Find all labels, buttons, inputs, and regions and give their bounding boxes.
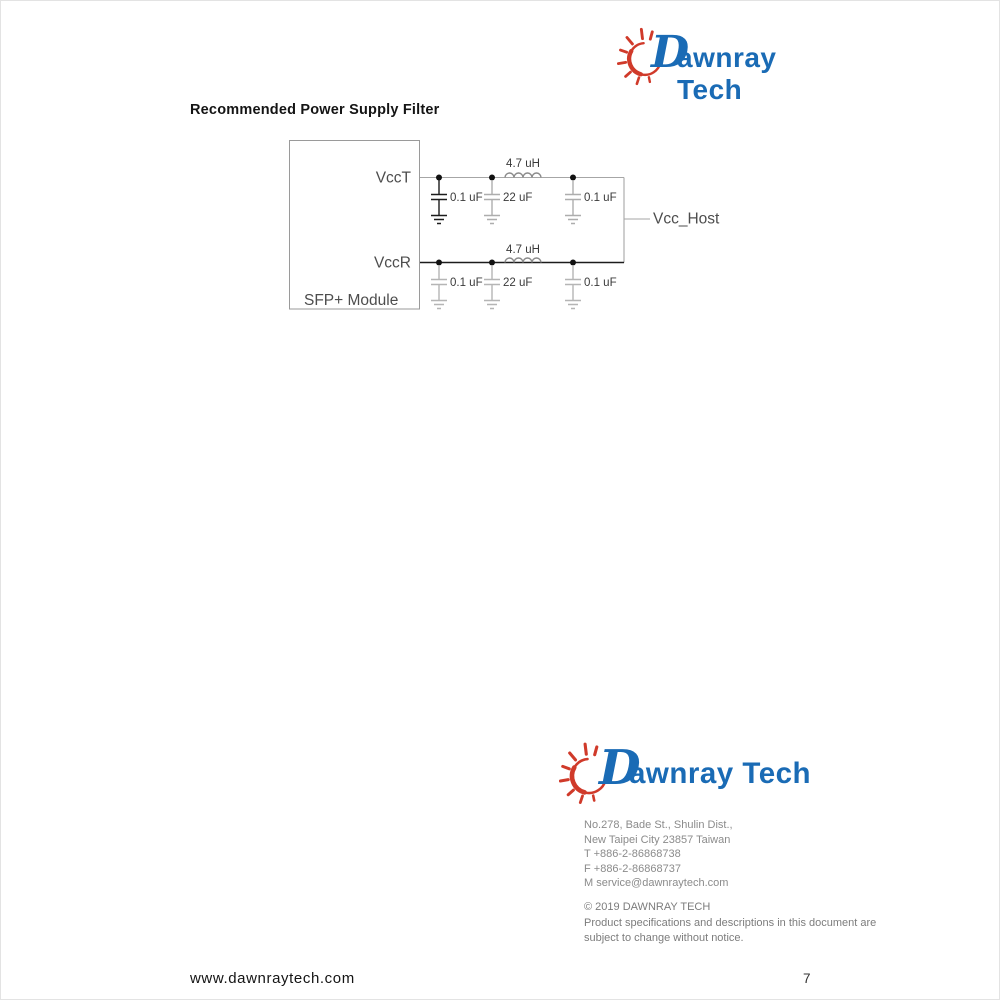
footer-website-link[interactable]: www.dawnraytech.com bbox=[190, 970, 355, 987]
brand-logo-bottom bbox=[559, 730, 819, 814]
capacitor-top-3 bbox=[565, 180, 581, 224]
cap-bottom-2-value: 22 uF bbox=[503, 277, 533, 289]
power-filter-schematic bbox=[281, 131, 721, 321]
cap-top-3-value: 0.1 uF bbox=[584, 192, 617, 204]
brand-wordmark: awnray Tech bbox=[677, 42, 777, 106]
cap-bottom-3-value: 0.1 uF bbox=[584, 277, 617, 289]
host-bus-wire bbox=[624, 178, 650, 263]
cap-top-2-value: 22 uF bbox=[503, 192, 533, 204]
capacitor-top-2 bbox=[484, 180, 500, 224]
brand-wordmark: awnray Tech bbox=[629, 757, 812, 790]
sfp-module-label: SFP+ Module bbox=[304, 292, 399, 309]
capacitor-bottom-3 bbox=[565, 265, 581, 309]
inductor-bottom-value: 4.7 uH bbox=[506, 244, 540, 256]
cap-top-1-value: 0.1 uF bbox=[450, 192, 483, 204]
legal-block bbox=[584, 900, 876, 947]
brand-initial: D bbox=[599, 740, 641, 796]
email-line[interactable]: M service@dawnraytech.com bbox=[584, 877, 729, 890]
address-line-2: New Taipei City 23857 Taiwan bbox=[584, 833, 731, 846]
vcc-host-label: Vcc_Host bbox=[653, 210, 720, 228]
copyright-line: © 2019 DAWNRAY TECH bbox=[584, 901, 711, 913]
brand-logo-top bbox=[617, 16, 847, 106]
footer-page-number: 7 bbox=[803, 971, 811, 986]
inductor-top-symbol bbox=[505, 173, 541, 178]
brand-initial: D bbox=[651, 27, 690, 78]
capacitor-bottom-1 bbox=[431, 265, 447, 309]
vcct-label: VccT bbox=[375, 169, 411, 187]
notice-line-1: Product specifications and descriptions in this document are bbox=[584, 916, 877, 929]
notice-line-2: subject to change without notice. bbox=[584, 932, 744, 945]
cap-bottom-1-value: 0.1 uF bbox=[450, 277, 483, 289]
phone-line: T +886-2-86868738 bbox=[584, 848, 681, 861]
sfp-module-box bbox=[290, 141, 420, 310]
page-title: Recommended Power Supply Filter bbox=[190, 102, 440, 118]
contact-block bbox=[584, 818, 733, 891]
capacitor-top-1 bbox=[431, 180, 447, 224]
capacitor-bottom-2 bbox=[484, 265, 500, 309]
inductor-top-value: 4.7 uH bbox=[506, 158, 540, 170]
vccr-label: VccR bbox=[373, 254, 411, 272]
address-line-1: No.278, Bade St., Shulin Dist., bbox=[584, 819, 733, 831]
fax-line: F +886-2-86868737 bbox=[584, 862, 681, 875]
